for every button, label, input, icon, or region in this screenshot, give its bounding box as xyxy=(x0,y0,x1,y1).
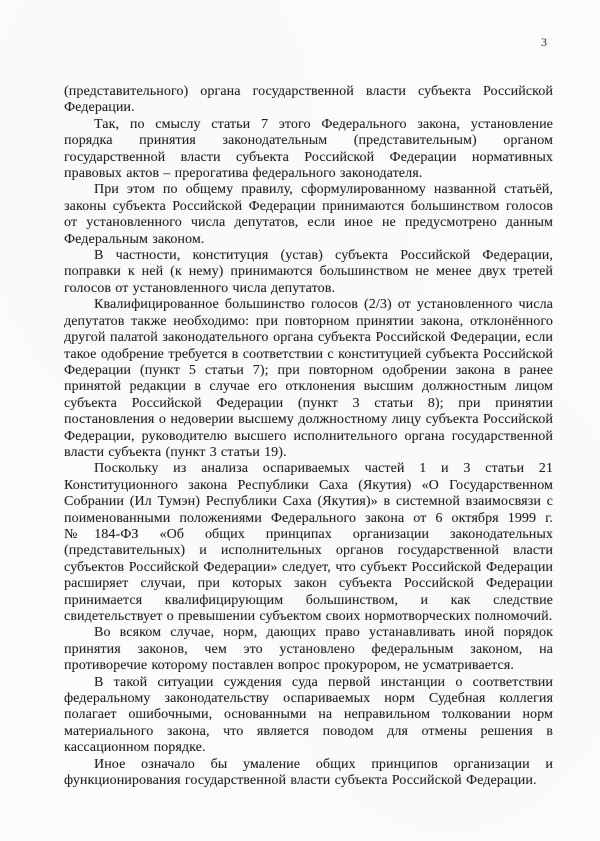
paragraph: Иное означало бы умаление общих принципов организации и функционирования государственной власти субъекта Российской Федерации. xyxy=(64,756,553,789)
paragraph: В такой ситуации суждения суда первой инстанции о соответствии федеральному законодательству оспариваемых норм Судебная коллегия полагает ошибочными, основанными на неправильном толковании норм материального закона, что является поводом для отмены решения в кассационном порядке. xyxy=(64,674,553,756)
paragraph: Квалифицированное большинство голосов (2/3) от установленного числа депутатов также необходимо: при повторном принятии закона, отклонённого другой палатой законодательного органа субъекта Российской Федерации, если такое одобрение требуется в соответствии с конституцией субъекта Российской Федерации (пункт 5 статьи 7); при повторном одобрении закона в ранее принятой редакции в случае его отклонения высшим должностным лицом субъекта Российской Федерации (пункт 3 статьи 8); при принятии постановления о недоверии высшему должностному лицу субъекта Российской Федерации, руководителю высшего исполнительного органа государственной власти субъекта (пункт 3 статьи 19). xyxy=(64,297,553,460)
paragraph-continuation: (представительного) органа государственной власти субъекта Российской Федерации. xyxy=(64,84,553,116)
page-number: 3 xyxy=(541,35,547,49)
paragraph: Так, по смыслу статьи 7 этого Федерального закона, установление порядка принятия законодательным (представительным) органом государственной власти субъекта Российской Федерации нормативных правовых актов – прерогатива федерального законодателя. xyxy=(64,116,553,182)
document-body xyxy=(64,84,553,789)
paragraph: Во всяком случае, норм, дающих право устанавливать иной порядок принятия законов, чем это установлено федеральным законом, на противоречие которому поставлен вопрос прокурором, не усматривается. xyxy=(64,625,553,674)
paragraph: Поскольку из анализа оспариваемых частей 1 и 3 статьи 21 Конституционного закона Республики Саха (Якутия) «О Государственном Собрании (Ил Тумэн) Республики Саха (Якутия)» в системной взаимосвязи с поименованными положениями Федерального закона от 6 октября 1999 г. №184-ФЗ «Об общих принципах организации законодательных (представительных) и исполнительных органов государственной власти субъектов Российской Федерации» следует, что субъект Российской Федерации расширяет случаи, при которых закон субъекта Российской Федерации принимается квалифицирующим большинством, и как следствие свидетельствует о превышении субъектом своих нормотворческих полномочий. xyxy=(64,461,553,624)
paragraph: В частности, конституция (устав) субъекта Российской Федерации, поправки к ней (к нему) принимаются большинством не менее двух третей голосов от установленного числа депутатов. xyxy=(64,248,553,296)
paragraph: При этом по общему правилу, сформулированному названной статьёй, законы субъекта Российской Федерации принимаются большинством голосов от установленного числа депутатов, если иное не предусмотрено данным Федеральным законом. xyxy=(64,182,553,247)
